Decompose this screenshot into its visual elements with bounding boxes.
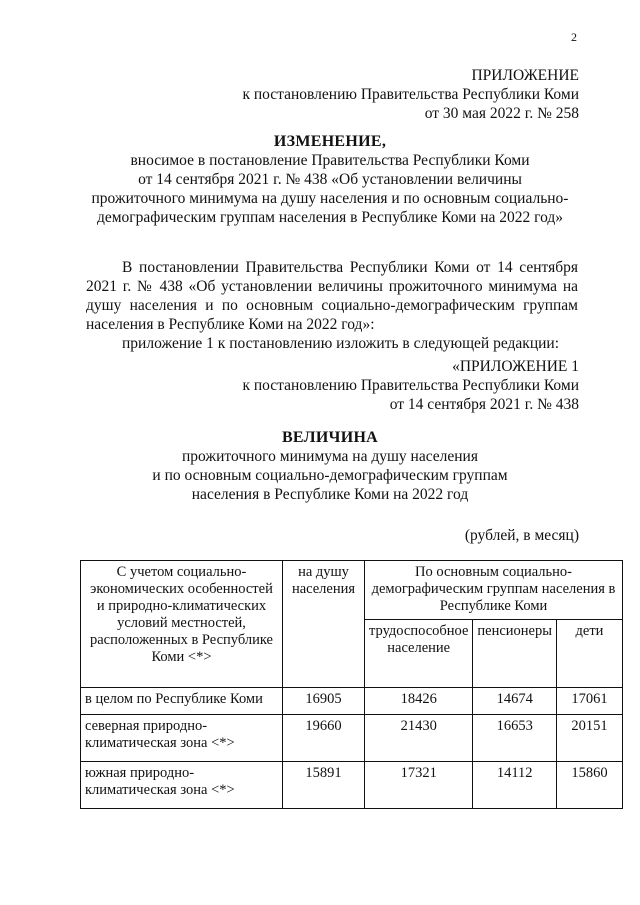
value-subtitle-line: и по основным социально-демографическим группам xyxy=(152,467,508,484)
page-number: 2 xyxy=(571,30,577,44)
value-subtitle-line: населения в Республике Коми на 2022 год xyxy=(191,486,469,503)
cell-value: 14112 xyxy=(473,762,557,809)
attachment-header-date: от 30 мая 2022 г. № 258 xyxy=(424,105,579,122)
cell-value: 15860 xyxy=(556,762,622,809)
cell-value: 21430 xyxy=(365,715,473,762)
change-subtitle xyxy=(0,151,640,227)
change-subtitle-line: прожиточного минимума на душу населения и по основным социально- xyxy=(91,190,569,207)
row-label: южная природно-климатическая зона <*> xyxy=(81,762,283,809)
attachment-header xyxy=(242,66,579,123)
change-title: ИЗМЕНЕНИЕ, xyxy=(273,133,387,150)
cell-value: 19660 xyxy=(283,715,365,762)
cell-value: 18426 xyxy=(365,688,473,715)
header-pensioners: пенсионеры xyxy=(473,620,557,688)
table-row xyxy=(81,688,623,715)
appendix-header xyxy=(242,357,579,414)
header-per-capita: на душу населения xyxy=(283,561,365,688)
body-instruction: приложение 1 к постановлению изложить в следующей редакции: xyxy=(122,335,560,352)
header-criteria: С учетом социально-экономических особенностей и природно-климатических условий местностей, расположенных в Республике Коми <*> xyxy=(81,561,283,688)
table-row xyxy=(81,762,623,809)
cell-value: 15891 xyxy=(283,762,365,809)
attachment-header-title: ПРИЛОЖЕНИЕ xyxy=(471,67,579,84)
appendix-header-title: «ПРИЛОЖЕНИЕ 1 xyxy=(452,358,579,375)
cell-value: 16653 xyxy=(473,715,557,762)
body-paragraph: В постановлении Правительства Республики Коми от 14 сентября 2021 г. № 438 «Об установлении величины прожиточного минимума на душу населения и по основным социально-демографическим группам населения в Республике Коми на 2022 год»: xyxy=(86,259,578,333)
change-subtitle-line: от 14 сентября 2021 г. № 438 «Об установлении величины xyxy=(138,171,522,188)
header-working-age: трудоспособное население xyxy=(365,620,473,688)
value-subtitle-line: прожиточного минимума на душу населения xyxy=(182,448,478,465)
change-subtitle-line: демографическим группам населения в Республике Коми на 2022 год» xyxy=(96,209,564,226)
row-label: северная природно-климатическая зона <*> xyxy=(81,715,283,762)
table-row xyxy=(81,715,623,762)
change-subtitle-line: вносимое в постановление Правительства Республики Коми xyxy=(130,152,530,169)
appendix-header-date: от 14 сентября 2021 г. № 438 xyxy=(389,396,579,413)
appendix-header-ref: к постановлению Правительства Республики Коми xyxy=(242,377,579,394)
attachment-header-ref: к постановлению Правительства Республики Коми xyxy=(242,86,579,103)
cell-value: 16905 xyxy=(283,688,365,715)
value-title: ВЕЛИЧИНА xyxy=(281,429,379,446)
cell-value: 17061 xyxy=(556,688,622,715)
header-groups: По основным социально-демографическим группам населения в Республике Коми xyxy=(365,561,623,620)
table-header-row xyxy=(81,561,623,620)
cell-value: 14674 xyxy=(473,688,557,715)
value-subtitle xyxy=(0,447,640,504)
cell-value: 20151 xyxy=(556,715,622,762)
header-children: дети xyxy=(556,620,622,688)
row-label: в целом по Республике Коми xyxy=(81,688,283,715)
subsistence-table xyxy=(80,560,623,809)
units-note: (рублей, в месяц) xyxy=(464,527,579,544)
cell-value: 17321 xyxy=(365,762,473,809)
